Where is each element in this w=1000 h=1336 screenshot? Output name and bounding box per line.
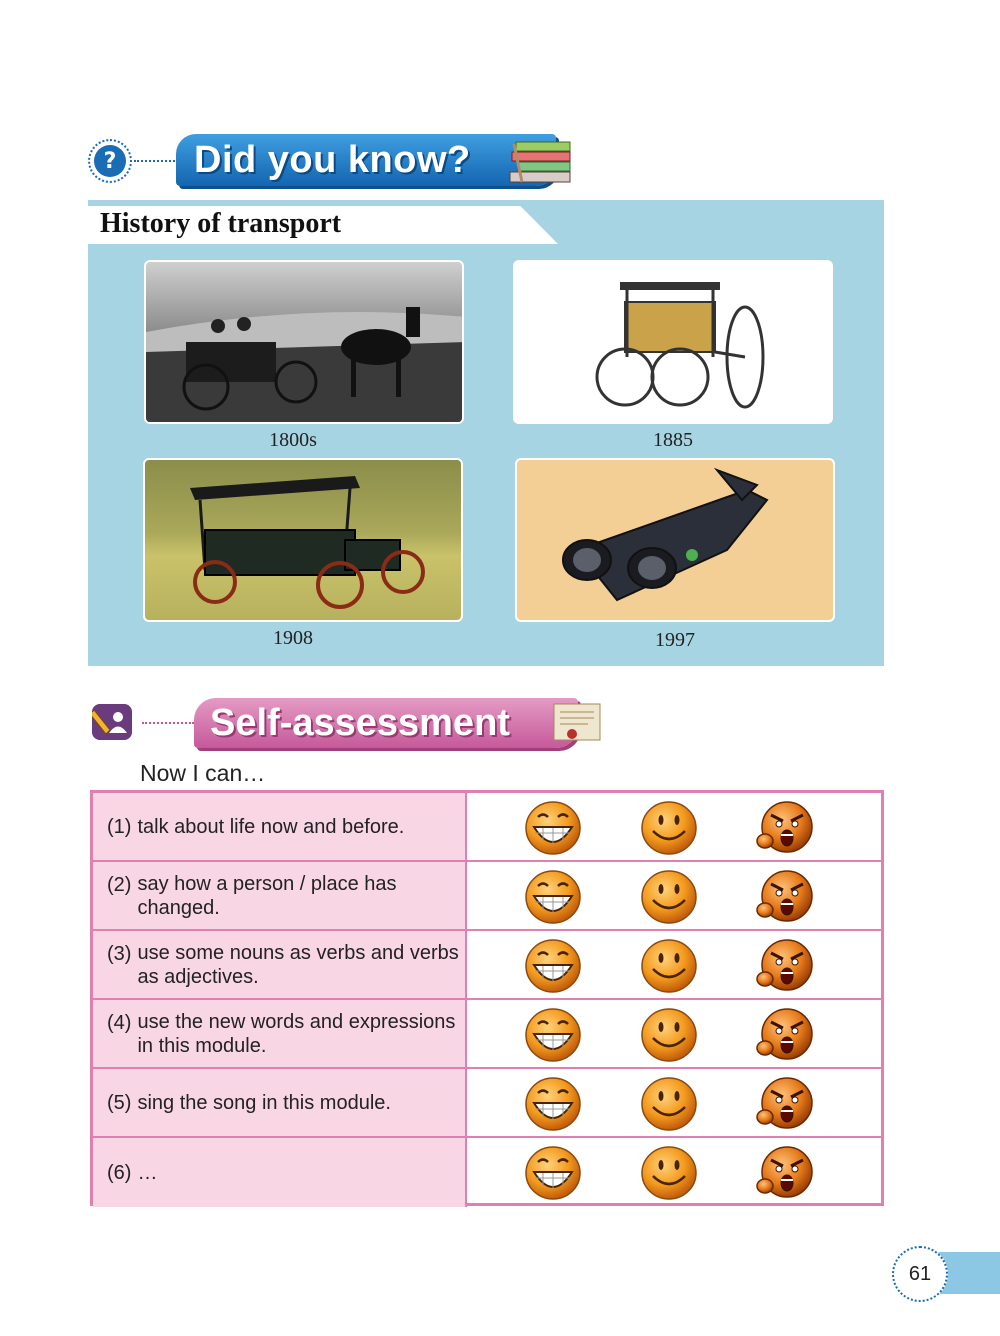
row-number: (2) — [107, 874, 132, 896]
row-number: (3) — [107, 943, 132, 965]
history-of-transport-title: History of transport — [100, 208, 342, 239]
certificate-icon — [550, 700, 604, 746]
angry-face-icon[interactable] — [755, 1142, 815, 1202]
vintage-car-photo — [143, 458, 463, 622]
row-text: use some nouns as verbs and verbs as adjectives. — [137, 941, 459, 988]
smiling-face-icon[interactable] — [639, 1004, 699, 1064]
row-text: talk about life now and before. — [137, 815, 405, 838]
caption-1997: 1997 — [655, 629, 695, 651]
table-row — [93, 793, 881, 862]
self-assessment-table — [90, 790, 884, 1206]
page-number: 61 — [892, 1246, 948, 1302]
pencil-person-icon — [92, 704, 132, 740]
row-number: (4) — [107, 1012, 132, 1034]
now-i-can-label: Now I can… — [140, 760, 266, 786]
angry-face-icon[interactable] — [755, 1073, 815, 1133]
laughing-face-icon[interactable] — [523, 1073, 583, 1133]
table-row — [93, 931, 881, 1000]
row-number: (6) — [107, 1161, 132, 1184]
table-row — [93, 1069, 881, 1138]
table-row — [93, 862, 881, 931]
self-assessment-dotted-line — [142, 722, 194, 724]
angry-face-icon[interactable] — [755, 797, 815, 857]
row-text: … — [137, 1161, 158, 1184]
three-wheel-car-photo — [513, 260, 833, 424]
row-text: sing the song in this module. — [137, 1091, 391, 1114]
laughing-face-icon[interactable] — [523, 1142, 583, 1202]
smiling-face-icon[interactable] — [639, 935, 699, 995]
table-row — [93, 1138, 881, 1207]
laughing-face-icon[interactable] — [523, 797, 583, 857]
row-number: (1) — [107, 815, 132, 838]
horse-carriage-photo — [144, 260, 464, 424]
header-dotted-line — [134, 160, 178, 162]
table-row — [93, 1000, 881, 1069]
laughing-face-icon[interactable] — [523, 1004, 583, 1064]
books-icon — [508, 138, 574, 184]
smiling-face-icon[interactable] — [639, 866, 699, 926]
caption-1908: 1908 — [273, 627, 313, 649]
caption-1885: 1885 — [653, 429, 693, 451]
row-number: (5) — [107, 1091, 132, 1114]
laughing-face-icon[interactable] — [523, 866, 583, 926]
row-text: say how a person / place has changed. — [137, 872, 397, 919]
angry-face-icon[interactable] — [755, 1004, 815, 1064]
smiling-face-icon[interactable] — [639, 797, 699, 857]
did-you-know-title: Did you know? — [194, 139, 471, 181]
angry-face-icon[interactable] — [755, 866, 815, 926]
jet-car-photo — [515, 458, 835, 622]
row-text: use the new words and expressions in this module. — [137, 1010, 456, 1057]
caption-1800s: 1800s — [269, 429, 317, 451]
smiling-face-icon[interactable] — [639, 1142, 699, 1202]
angry-face-icon[interactable] — [755, 935, 815, 995]
laughing-face-icon[interactable] — [523, 935, 583, 995]
question-icon: ? — [88, 139, 132, 183]
smiling-face-icon[interactable] — [639, 1073, 699, 1133]
self-assessment-title: Self-assessment — [210, 702, 510, 744]
